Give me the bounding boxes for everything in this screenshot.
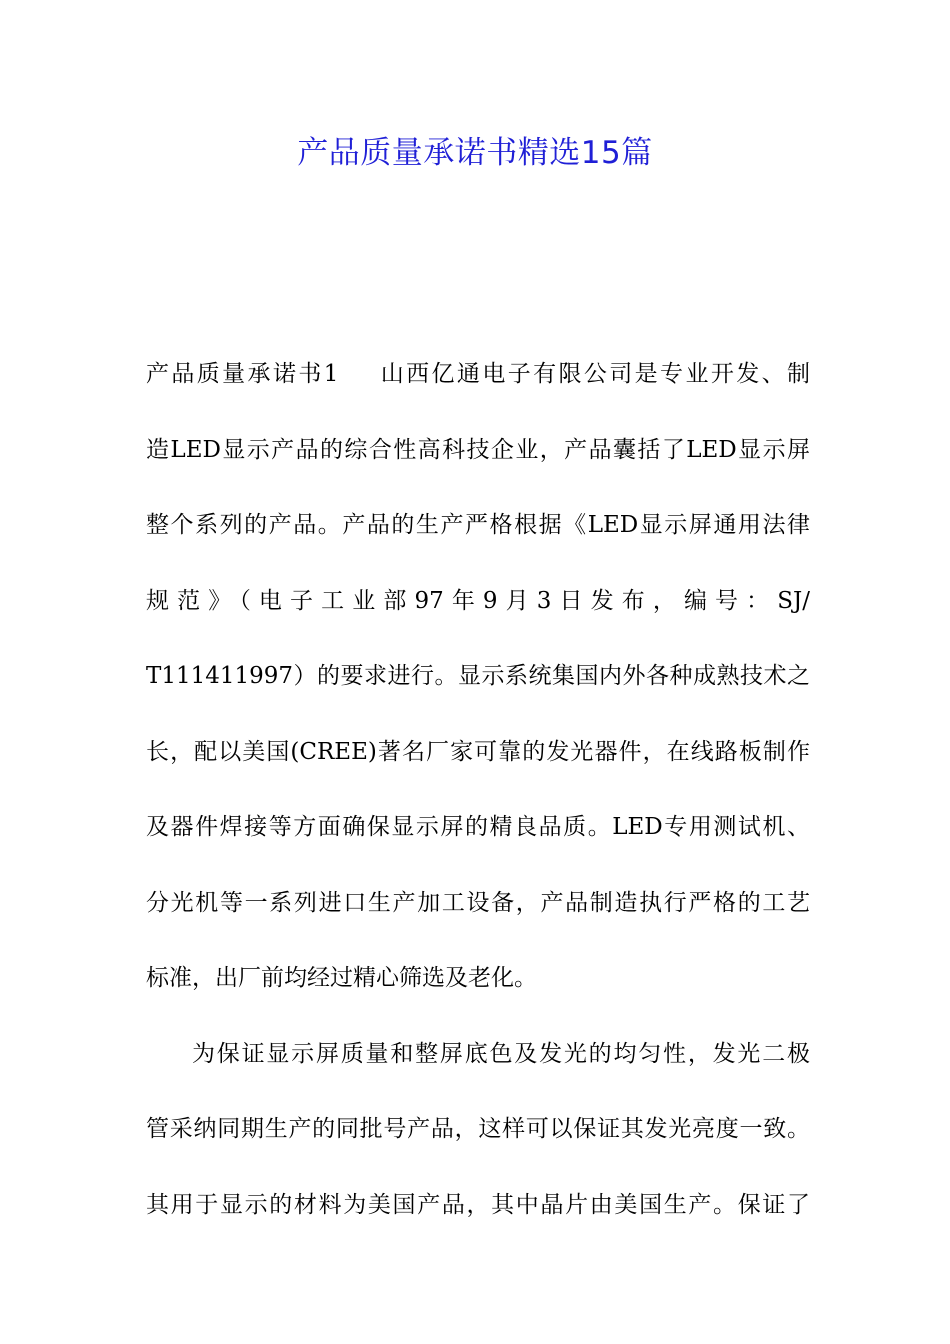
document-body [146, 337, 810, 1243]
paragraph-line: 为保证显示屏质量和整屏底色及发光的均匀性，发光二极 [192, 1040, 810, 1067]
paragraph-line: 长，配以美国(CREE)著名厂家可靠的发光器件，在线路板制作 [146, 738, 810, 765]
paragraph-line: 管采纳同期生产的同批号产品，这样可以保证其发光亮度一致。 [146, 1116, 810, 1142]
paragraph-line: 规范》（电子工业部97年9月3日发布，编号：SJ/ [146, 587, 810, 614]
paragraph-line: 及器件焊接等方面确保显示屏的精良品质。LED专用测试机、 [146, 814, 810, 840]
paragraph-line: T111411997）的要求进行。显示系统集国内外各种成熟技术之 [146, 663, 810, 689]
paragraph-line: 造LED显示产品的综合性高科技企业，产品囊括了LED显示屏 [146, 436, 810, 463]
paragraph-line: 标准，出厂前均经过精心筛选及老化。 [146, 965, 537, 991]
paragraph-line: 分光机等一系列进口生产加工设备，产品制造执行严格的工艺 [146, 889, 810, 916]
paragraph-line [146, 337, 810, 413]
paragraph-line: 整个系列的产品。产品的生产严格根据《LED显示屏通用法律 [146, 512, 810, 538]
document-title: 产品质量承诺书精选15篇 [297, 135, 653, 171]
paragraph-text: 山西亿通电子有限公司是专业开发、制 [378, 361, 810, 387]
paragraph-line: 其用于显示的材料为美国产品，其中晶片由美国生产。保证了 [146, 1191, 810, 1218]
section-heading: 产品质量承诺书1 [146, 361, 339, 387]
